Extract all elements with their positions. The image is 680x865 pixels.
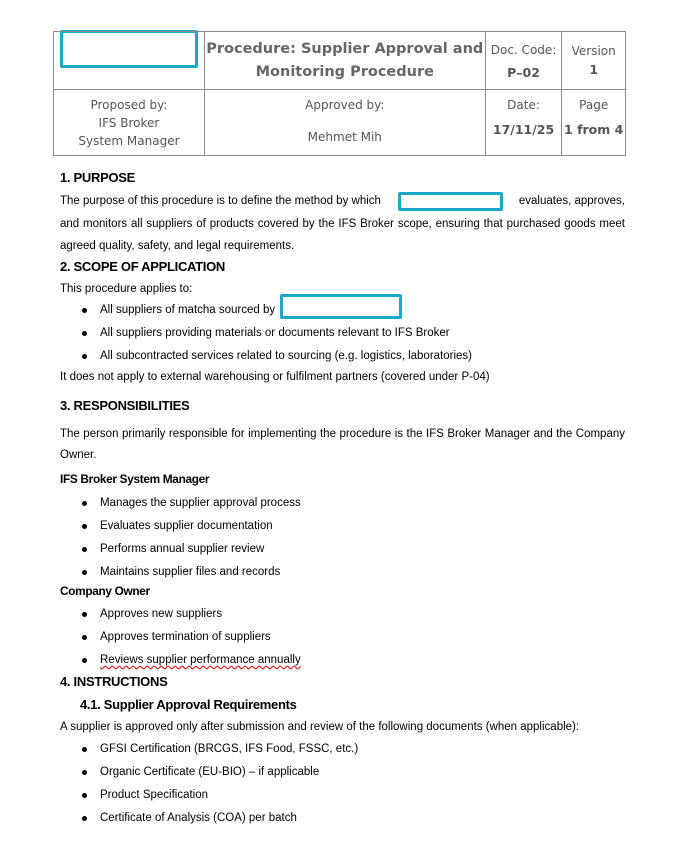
section-2-heading: 2. SCOPE OF APPLICATION — [60, 259, 226, 274]
date-cell — [485, 90, 562, 156]
proposed-label: Proposed by: — [90, 98, 168, 112]
list-item — [60, 649, 301, 672]
subsection-4-1-heading: 4.1. Supplier Approval Requirements — [80, 697, 297, 712]
version-cell — [562, 32, 626, 90]
list-item: Maintains supplier files and records — [60, 561, 301, 584]
scope-note: It does not apply to external warehousing or fulfilment partners (covered under P-04) — [60, 371, 490, 383]
role-2-list — [60, 603, 301, 672]
page-value: 1 from 4 — [564, 122, 624, 137]
proposed-value: IFS Broker System Manager — [78, 116, 180, 148]
responsibilities-intro: The person primarily responsible for implementing the procedure is the IFS Broker Manager and the Company Owner. — [60, 428, 625, 461]
list-item: All subcontracted services related to sourcing (e.g. logistics, laboratories) — [60, 345, 472, 368]
list-item: Manages the supplier approval process — [60, 492, 301, 515]
logo-cell — [54, 32, 205, 90]
role-2-title: Company Owner — [60, 584, 150, 598]
list-item: Evaluates supplier documentation — [60, 515, 301, 538]
list-item: Certificate of Analysis (COA) per batch — [60, 807, 358, 830]
page-cell — [562, 90, 626, 156]
list-item: Approves termination of suppliers — [60, 626, 301, 649]
doc-code-cell — [485, 32, 562, 90]
section-4-heading: 4. INSTRUCTIONS — [60, 674, 168, 689]
redacted-company-name-2 — [280, 294, 402, 319]
section-1-heading: 1. PURPOSE — [60, 170, 136, 185]
list-item: All suppliers providing materials or documents relevant to IFS Broker — [60, 322, 472, 345]
date-value: 17/11/25 — [492, 122, 555, 137]
spellcheck-underlined-text: Reviews supplier performance annually — [100, 654, 301, 666]
doc-code-label: Doc. Code: — [490, 43, 557, 57]
doc-code-value: P–02 — [507, 65, 540, 80]
list-item: Organic Certificate (EU-BIO) – if applicable — [60, 761, 358, 784]
approved-cell — [204, 90, 485, 156]
list-item: Approves new suppliers — [60, 603, 301, 626]
section-1-paragraph — [60, 190, 625, 258]
role-1-title: IFS Broker System Manager — [60, 472, 210, 486]
version-value: 1 — [589, 62, 599, 77]
approval-documents-list — [60, 738, 358, 830]
scope-intro: This procedure applies to: — [60, 283, 193, 295]
scope-list — [60, 299, 472, 368]
document-header-table — [53, 31, 626, 156]
purpose-text-b: evaluates, approves, — [518, 195, 625, 207]
section-3-heading: 3. RESPONSIBILITIES — [60, 398, 190, 413]
list-item: Performs annual supplier review — [60, 538, 301, 561]
redacted-company-name — [398, 192, 503, 211]
list-item: GFSI Certification (BRCGS, IFS Food, FSSC, etc.) — [60, 738, 358, 761]
list-item: Product Specification — [60, 784, 358, 807]
document-title: Procedure: Supplier Approval and Monitoring Procedure — [204, 32, 485, 90]
purpose-text-a: The purpose of this procedure is to define the method by which — [60, 195, 381, 207]
version-label: Version — [571, 44, 616, 58]
role-1-list — [60, 492, 301, 584]
date-label: Date: — [507, 98, 540, 112]
list-item: All suppliers of matcha sourced by — [60, 299, 472, 322]
proposed-cell — [54, 90, 205, 156]
approved-value: Mehmet Mih — [307, 130, 382, 144]
purpose-text-c: and monitors all suppliers of products covered by the IFS Broker scope, ensuring that purchased goods meet agreed quality, safety, and legal requirements. — [60, 217, 625, 252]
approval-intro: A supplier is approved only after submission and review of the following documents (when applicable): — [60, 721, 580, 733]
page-label: Page — [579, 98, 609, 112]
approved-label: Approved by: — [305, 98, 385, 112]
redacted-logo — [60, 30, 198, 68]
